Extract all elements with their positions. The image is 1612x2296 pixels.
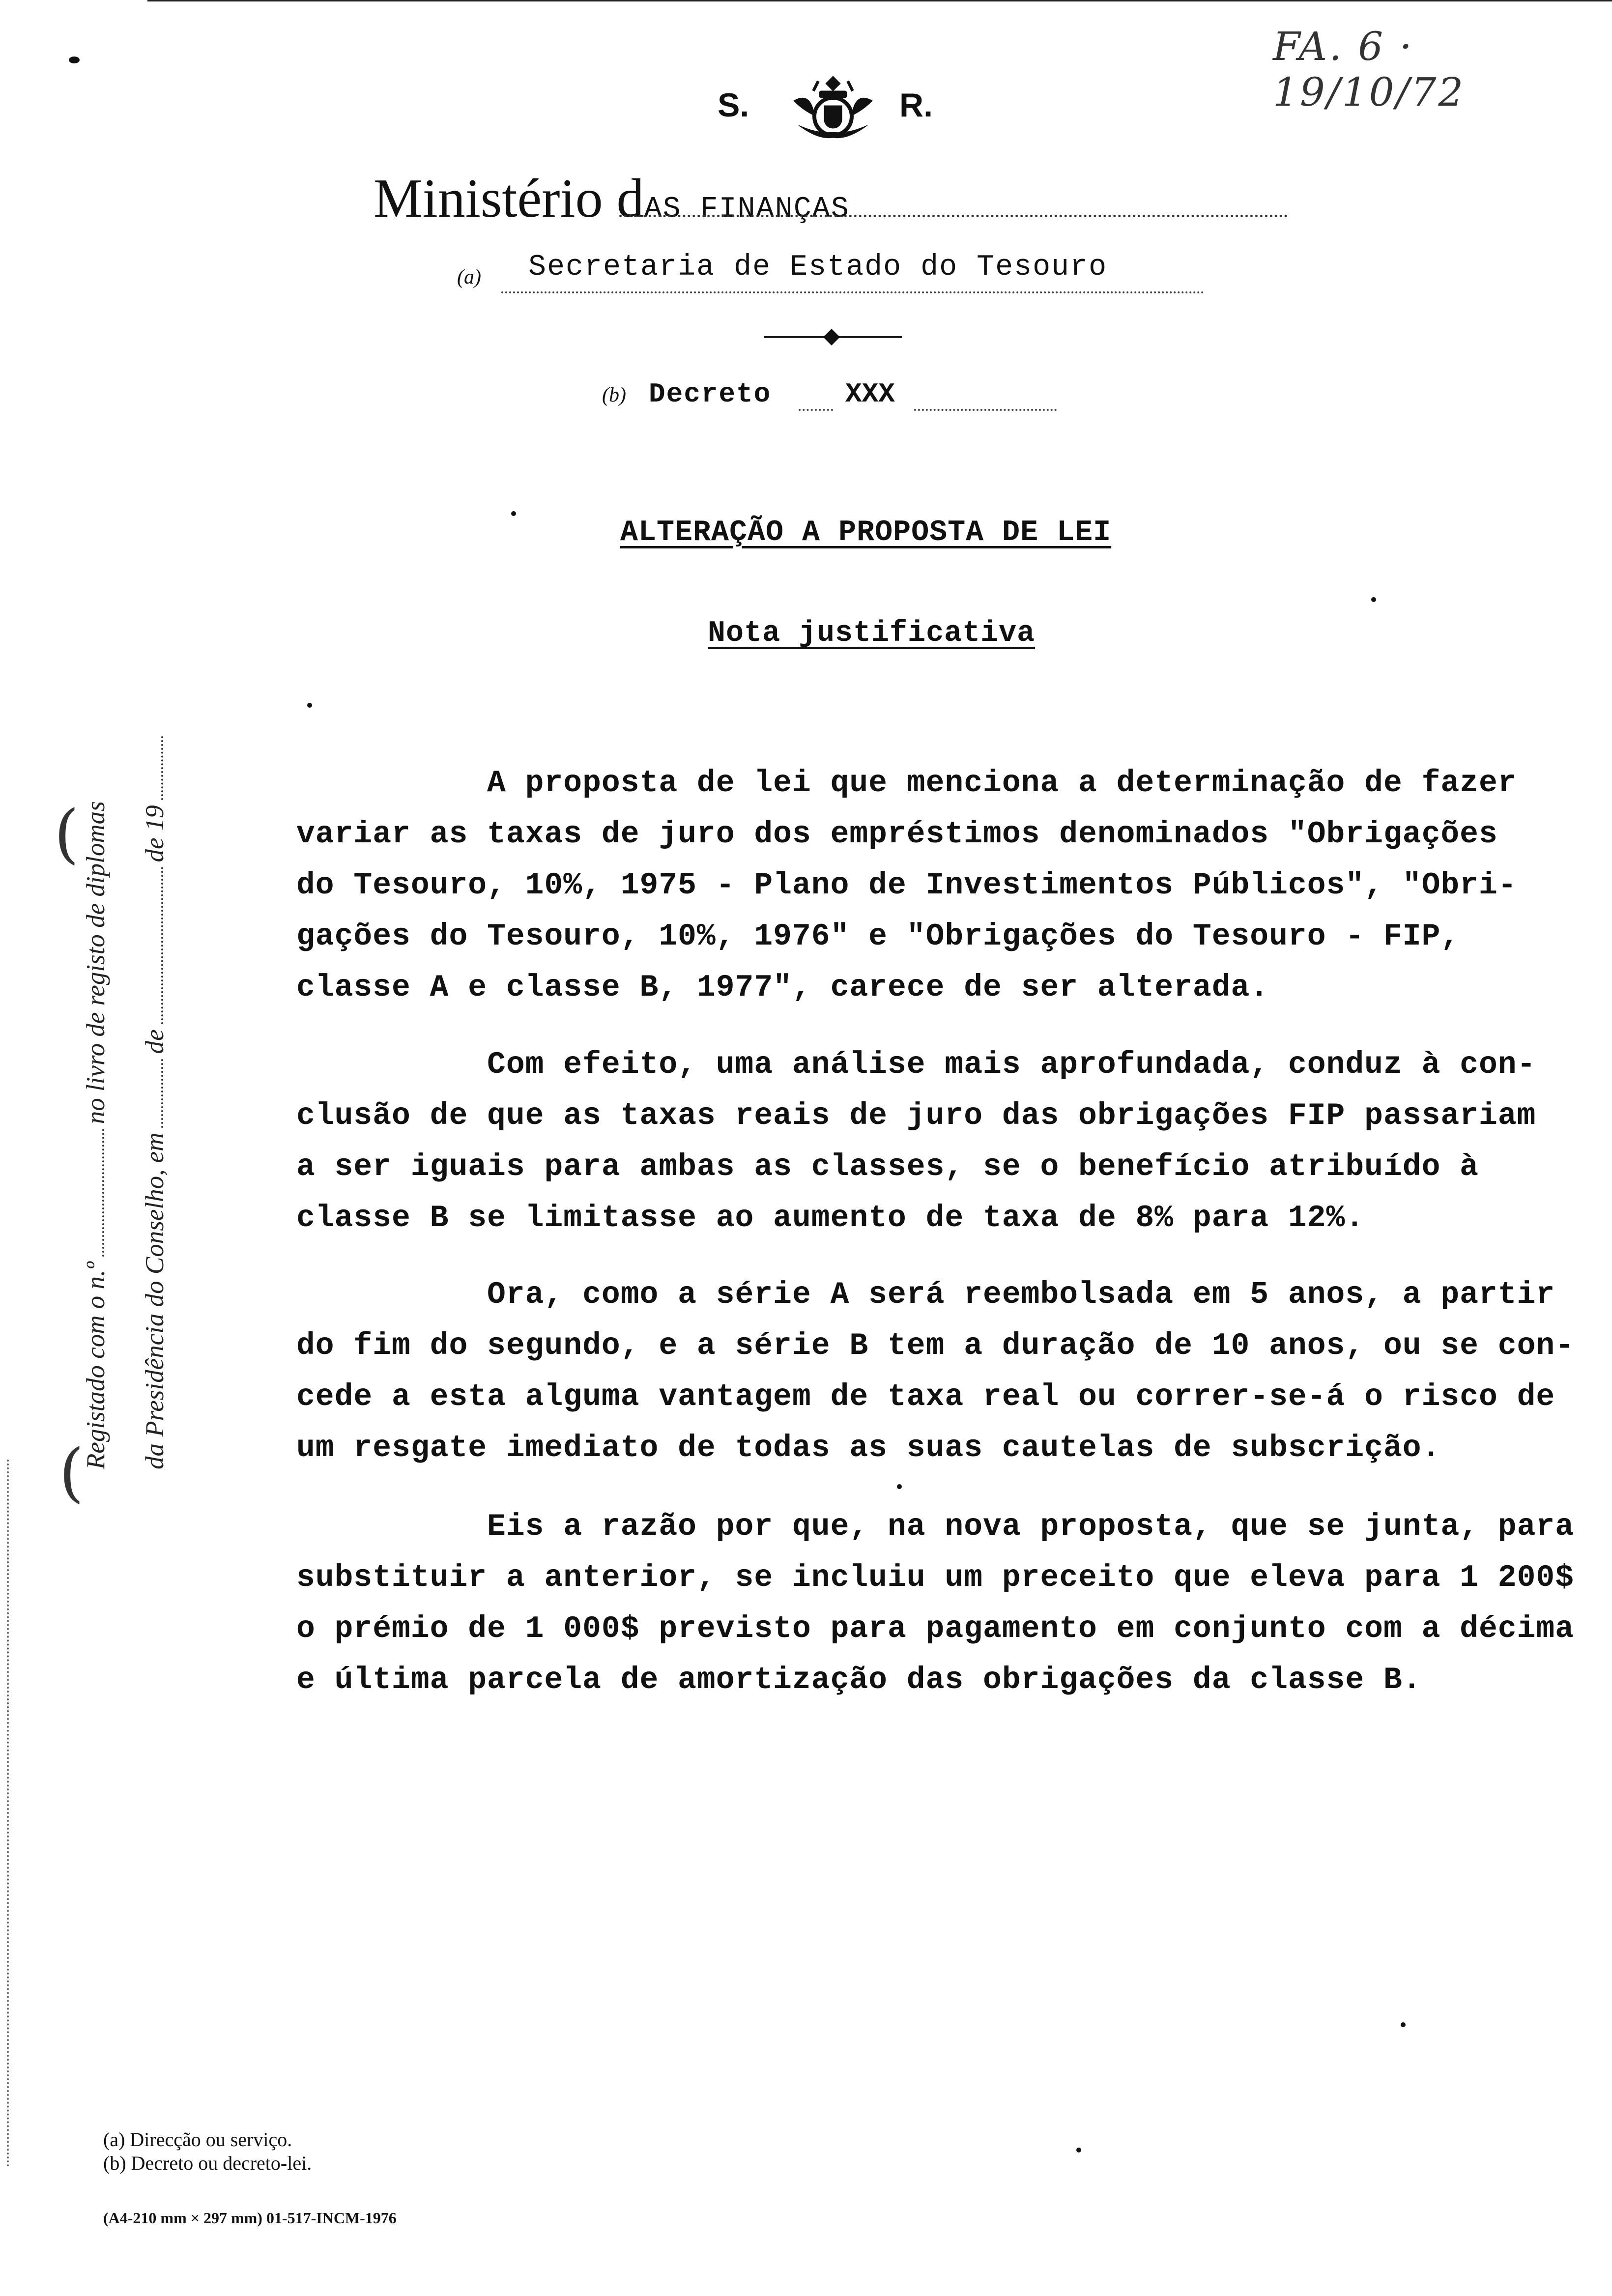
registration-date-label: da Presidência do Conselho, em <box>141 1132 169 1469</box>
paragraph-line: Com efeito, uma análise mais aprofundada, conduz à con- <box>296 1047 1536 1082</box>
paragraph-line: classe B se limitasse ao aumento de taxa de 8% para 12%. <box>296 1201 1365 1235</box>
perforation-edge <box>7 1460 10 2167</box>
registration-number-blank <box>96 1129 104 1257</box>
decree-number-dotted-line <box>914 409 1057 411</box>
paper-speck <box>511 511 516 516</box>
ministry-heading <box>374 167 850 230</box>
document-subtitle: Nota justificativa <box>708 617 1036 650</box>
margin-bracket-bottom: ( <box>59 1435 84 1510</box>
secretaria-dotted-line <box>501 291 1204 293</box>
registration-month-blank <box>155 867 163 1025</box>
registration-line-2 <box>140 731 170 1469</box>
paragraph-3 <box>296 1269 1575 1474</box>
ministry-dotted-line <box>619 215 1288 217</box>
paragraph-line: do fim do segundo, e a série B tem a duração de 10 anos, ou se con- <box>296 1328 1575 1363</box>
handwritten-annotation: FA. 6 · 19/10/72 <box>1273 24 1466 115</box>
decree-type-field: Decreto <box>649 378 772 410</box>
decree-footnote-marker: (b) <box>602 384 626 406</box>
paragraph-line: a ser iguais para ambas as classes, se o benefício atribuído à <box>296 1149 1479 1184</box>
paragraph-line: substituir a anterior, se incluiu um preceito que eleva para 1 200$ <box>296 1560 1575 1595</box>
paragraph-2 <box>296 1039 1536 1244</box>
paragraph-line: Ora, como a série A será reembolsada em 5 anos, a partir <box>296 1277 1555 1312</box>
paper-speck <box>1371 597 1376 602</box>
paragraph-line: gações do Tesouro, 10%, 1976" e "Obrigações do Tesouro - FIP, <box>296 919 1460 954</box>
paragraph-line: um resgate imediato de todas as suas cautelas de subscrição. <box>296 1431 1441 1465</box>
margin-bracket-top: ( <box>54 796 79 871</box>
paragraph-line: A proposta de lei que menciona a determinação de fazer <box>296 766 1517 801</box>
registration-book-label: no livro de registo de diplomas <box>82 801 110 1124</box>
form-code: (A4-210 mm × 297 mm) 01-517-INCM-1976 <box>103 2209 397 2227</box>
letterhead-seal-row <box>718 71 963 145</box>
paragraph-4 <box>296 1501 1575 1706</box>
paper-speck <box>307 703 312 708</box>
coat-of-arms-icon <box>784 71 882 145</box>
secretaria-footnote-marker: (a) <box>457 266 481 288</box>
registration-year-blank <box>155 736 163 800</box>
top-edge-rule <box>147 0 1612 1</box>
footnote-b: (b) Decreto ou decreto-lei. <box>103 2152 312 2174</box>
footnote-a: (a) Direcção ou serviço. <box>103 2128 292 2151</box>
paragraph-line: e última parcela de amortização das obrigações da classe B. <box>296 1663 1422 1697</box>
letterhead-r: R. <box>899 86 933 124</box>
registration-label: Registado com o n.º <box>82 1262 110 1469</box>
decree-number-field: XXX <box>845 378 895 410</box>
decree-dotted-line <box>799 409 833 411</box>
registration-de-label: de <box>141 1029 169 1054</box>
registration-day-blank <box>155 1059 163 1128</box>
registration-line-1 <box>81 801 111 1469</box>
ministry-prefix: Ministério d <box>374 168 644 229</box>
letterhead-s: S. <box>718 86 749 124</box>
paragraph-line: Eis a razão por que, na nova proposta, que se junta, para <box>296 1509 1575 1544</box>
paper-speck <box>69 57 80 63</box>
paragraph-line: do Tesouro, 10%, 1975 - Plano de Investimentos Públicos", "Obri- <box>296 868 1517 903</box>
paragraph-line: variar as taxas de juro dos empréstimos denominados "Obrigações <box>296 817 1498 852</box>
divider-diamond-icon <box>823 329 840 345</box>
paragraph-line: classe A e classe B, 1977", carece de ser alterada. <box>296 970 1269 1005</box>
document-title: ALTERAÇÃO A PROPOSTA DE LEI <box>620 516 1112 549</box>
paragraph-line: clusão de que as taxas reais de juro das obrigações FIP passariam <box>296 1098 1536 1133</box>
secretaria-field: Secretaria de Estado do Tesouro <box>528 251 1108 284</box>
registration-margin-note <box>81 565 209 1469</box>
paragraph-1 <box>296 758 1515 1013</box>
registration-year-label: de 19 <box>141 805 169 862</box>
paper-speck <box>1401 2022 1406 2027</box>
paper-speck <box>897 1484 902 1489</box>
paper-speck <box>1076 2148 1081 2152</box>
ministry-department: AS FINANÇAS <box>644 193 850 226</box>
paragraph-line: cede a esta alguma vantagem de taxa real ou correr-se-á o risco de <box>296 1379 1555 1414</box>
paragraph-line: o prémio de 1 000$ previsto para pagamento em conjunto com a décima <box>296 1611 1575 1646</box>
